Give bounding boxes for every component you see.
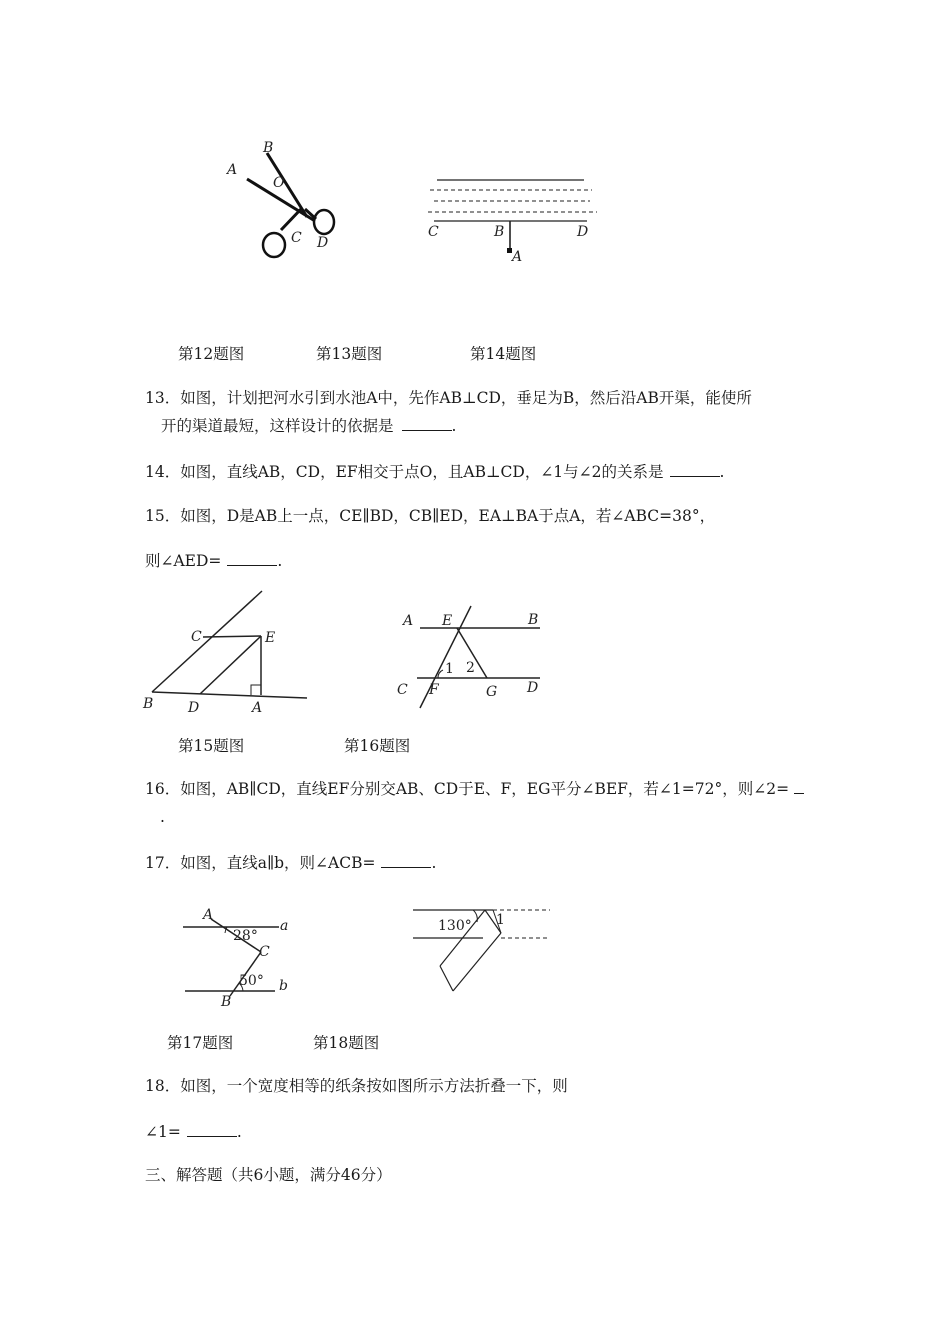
fig16-label-B: B (528, 612, 539, 628)
question-17-end: . (431, 854, 437, 872)
caption-fig15: 第15题图 (178, 737, 245, 755)
fig16-label-A: A (403, 613, 414, 629)
fig13-label-D: D (577, 224, 589, 240)
fig15-label-E: E (265, 630, 276, 646)
fig12-label-D: D (317, 235, 329, 251)
fig15-label-B: B (143, 696, 154, 712)
figure-17 (175, 900, 300, 1010)
fig15-label-A: A (252, 700, 263, 716)
figure-16 (395, 598, 555, 713)
question-13-end: . (451, 417, 457, 435)
fig15-label-C: C (191, 629, 202, 645)
question-15-line2 (145, 550, 282, 572)
question-18-end: . (236, 1123, 242, 1141)
fig12-label-C: C (291, 230, 302, 246)
fig16-label-D: D (527, 680, 539, 696)
fig13-label-A: A (512, 249, 523, 265)
question-18-line1: 18．如图，一个宽度相等的纸条按如图所示方法折叠一下，则 (145, 1077, 568, 1095)
fig12-label-B: B (263, 140, 274, 156)
caption-fig18: 第18题图 (313, 1034, 380, 1052)
fig13-label-B: B (494, 224, 505, 240)
question-15-line1: 15．如图，D是AB上一点，CE∥BD，CB∥ED，EA⊥BA于点A，若∠ABC=38°， (145, 507, 716, 525)
figure-12-scissors (215, 135, 350, 265)
figure-18 (405, 898, 555, 998)
fig17-label-A: A (203, 907, 214, 923)
fig17-label-B: B (221, 994, 232, 1010)
question-14 (145, 461, 724, 483)
answer-blank-15[interactable] (227, 550, 277, 566)
fig17-label-b: b (279, 978, 288, 994)
fig17-angle-28: 28° (233, 928, 258, 944)
fig16-label-F: F (429, 682, 439, 698)
question-17 (145, 852, 436, 874)
fig16-label-2: 2 (466, 660, 475, 676)
fig18-angle-130: 130° (438, 918, 472, 934)
fig12-label-O: O (273, 175, 285, 191)
question-18-text: ∠1= (145, 1123, 181, 1141)
figure-13-river (422, 170, 607, 270)
answer-blank-13[interactable] (402, 415, 452, 431)
fig17-label-C: C (259, 944, 270, 960)
section-3-heading: 三、解答题（共6小题，满分46分） (145, 1166, 392, 1184)
question-13-line1: 13．如图，计划把河水引到水池A中，先作AB⊥CD，垂足为B，然后沿AB开渠，能使所 (145, 389, 752, 407)
answer-blank-14[interactable] (670, 461, 720, 477)
caption-fig13: 第13题图 (316, 345, 383, 363)
question-14-text: 14．如图，直线AB，CD，EF相交于点O，且AB⊥CD，∠1与∠2的关系是 (145, 463, 664, 481)
figure-15 (140, 585, 315, 720)
question-16-text: 16．如图，AB∥CD，直线EF分别交AB、CD于E、F，EG平分∠BEF，若∠1=72°，则∠2= (145, 780, 790, 798)
question-17-text: 17．如图，直线a∥b，则∠ACB= (145, 854, 376, 872)
fig16-label-1: 1 (445, 661, 454, 677)
fig16-label-E: E (442, 613, 453, 629)
fig18-label-1: 1 (496, 912, 505, 928)
fig17-label-a: a (280, 918, 289, 934)
caption-fig16: 第16题图 (344, 737, 411, 755)
fig16-label-C: C (397, 682, 408, 698)
fig16-label-G: G (486, 684, 498, 700)
caption-fig14: 第14题图 (470, 345, 537, 363)
answer-blank-17[interactable] (381, 852, 431, 868)
question-18-line2 (145, 1121, 242, 1143)
caption-fig17: 第17题图 (167, 1034, 234, 1052)
question-16-line2: . (160, 808, 165, 826)
question-14-end: . (719, 463, 725, 481)
question-15-text: 则∠AED= (145, 552, 222, 570)
question-13-line2 (161, 415, 456, 437)
answer-blank-16[interactable] (794, 778, 804, 794)
fig15-label-D: D (188, 700, 200, 716)
fig12-label-A: A (227, 162, 238, 178)
question-16-line1 (145, 778, 804, 800)
fig17-angle-50: 50° (239, 973, 264, 989)
answer-blank-18[interactable] (187, 1121, 237, 1137)
question-15-end: . (277, 552, 283, 570)
caption-fig12: 第12题图 (178, 345, 245, 363)
question-13-text: 开的渠道最短，这样设计的依据是 (161, 417, 394, 435)
fig13-label-C: C (428, 224, 439, 240)
